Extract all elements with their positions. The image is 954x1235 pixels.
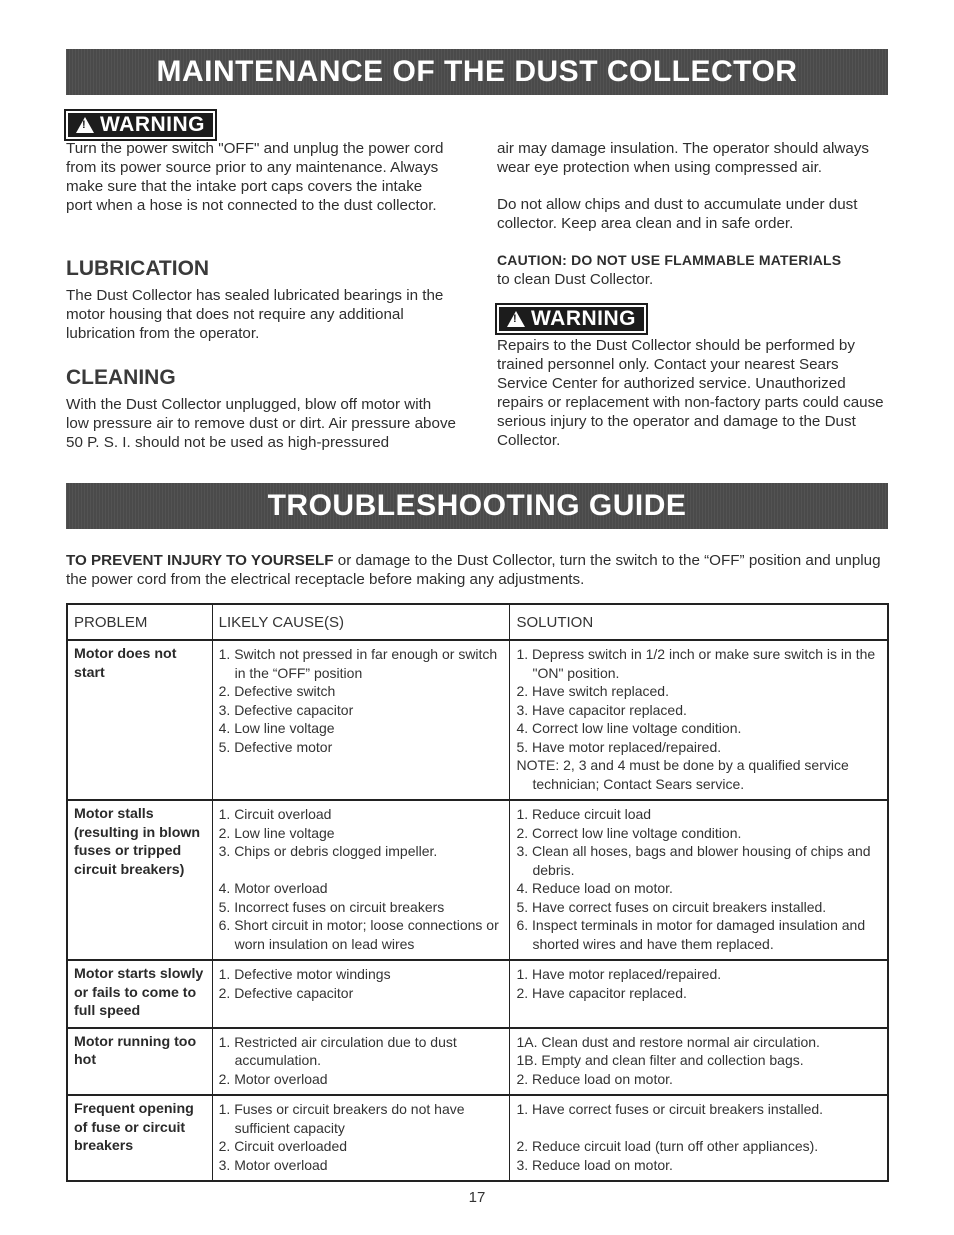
cause-item: 2. Low line voltage <box>218 824 335 841</box>
solution-header: SOLUTION <box>510 604 888 640</box>
solution-item: 2. Correct low line voltage condition. <box>516 824 742 841</box>
cause-item: 4. Motor overload <box>218 880 328 896</box>
warning-label: WARNING <box>531 307 636 330</box>
lubrication-text: The Dust Collector has sealed lubricated bearings in the motor housing that does not require any additional lubrication from the operator. <box>66 287 444 342</box>
cause-cell <box>212 640 510 800</box>
warning-text: Turn the power switch "OFF" and unplug the power cord from its power source prior to any maintenance. Always make sure that the intake port caps covers the intake port when a hose is not connected to the dust collector. <box>66 140 444 214</box>
cleaning-text: With the Dust Collector unplugged, blow off motor with low pressure air to remove dust or dirt. Air pressure above 50 P. S. I. should not be used as high-pressured <box>66 396 456 451</box>
solution-item: 3. Clean all hoses, bags and blower housing of chips and debris. <box>516 843 871 878</box>
intro-text <box>66 551 891 589</box>
cause-item: 5. Defective motor <box>218 738 333 755</box>
cause-item: 1. Defective motor windings <box>218 966 391 982</box>
caution-heading: CAUTION: DO NOT USE FLAMMABLE MATERIALS <box>497 252 842 268</box>
cause-cell <box>212 1028 510 1096</box>
problem-cell: Motor starts slowly or fails to come to full speed <box>67 960 212 1028</box>
warning-badge-2 <box>497 305 646 333</box>
warning-triangle-icon <box>507 311 525 327</box>
solution-item: 1B. Empty and clean filter and collection bags. <box>516 1052 804 1068</box>
troubleshooting-title: TROUBLESHOOTING GUIDE <box>267 489 687 522</box>
page-number: 17 <box>468 1189 486 1206</box>
troubleshooting-table <box>66 603 889 1182</box>
problem-cell: Frequent opening of fuse or circuit breakers <box>67 1095 212 1181</box>
cause-cell <box>212 800 510 960</box>
caution-note <box>497 251 892 289</box>
solution-item: NOTE: 2, 3 and 4 must be done by a qualified service technician; Contact Sears service. <box>516 757 849 792</box>
compressed-air-text: air may damage insulation. The operator should always wear eye protection when using compressed air. <box>497 140 870 176</box>
solution-item: 2. Have capacitor replaced. <box>516 984 687 1001</box>
solution-cell <box>510 960 888 1028</box>
table-header-row <box>67 604 888 640</box>
cause-item: 5. Incorrect fuses on circuit breakers <box>218 898 445 915</box>
warning-label: WARNING <box>100 113 205 136</box>
cause-item: 2. Circuit overloaded <box>218 1138 348 1154</box>
solution-item: 3. Have capacitor replaced. <box>516 701 687 718</box>
cause-item: 1. Restricted air circulation due to dust accumulation. <box>218 1033 457 1068</box>
maintenance-banner <box>66 49 888 95</box>
cause-item: 3. Defective capacitor <box>218 701 354 718</box>
intro-rest: or damage to the Dust Collector, turn the switch to the “OFF” position and unplug the power cord from the electrical receptacle before making any adjustments. <box>66 552 881 588</box>
solution-item: 2. Have switch replaced. <box>516 683 669 699</box>
warning-badge <box>66 111 215 139</box>
repairs-warning-text: Repairs to the Dust Collector should be performed by trained personnel only. Contact your nearest Sears Service Center for authorized service. Unauthorized repairs or replacement with non-factory parts could cause serious injury to the operator and damage to the Dust Collector. <box>497 337 884 449</box>
table-row <box>67 1028 888 1096</box>
solution-cell <box>510 640 888 800</box>
problem-cell: Motor stalls (resulting in blown fuses or tripped circuit breakers) <box>67 800 212 960</box>
solution-item: 1. Have correct fuses or circuit breakers installed. <box>516 1101 824 1117</box>
solution-item: 1A. Clean dust and restore normal air circulation. <box>516 1033 820 1050</box>
solution-item: 5. Have correct fuses on circuit breakers installed. <box>516 898 827 915</box>
cause-cell <box>212 1095 510 1181</box>
solution-item: 1. Have motor replaced/repaired. <box>516 966 722 982</box>
cause-item: 3. Motor overload <box>218 1156 328 1173</box>
cause-item: 1. Circuit overload <box>218 806 332 822</box>
solution-item: 1. Depress switch in 1/2 inch or make sure switch is in the "ON" position. <box>516 646 876 681</box>
problem-cell: Motor running too hot <box>67 1028 212 1096</box>
lubrication-heading: LUBRICATION <box>66 257 210 280</box>
solution-item: 3. Reduce load on motor. <box>516 1156 673 1173</box>
cleaning-heading: CLEANING <box>66 366 176 389</box>
solution-item: 2. Reduce load on motor. <box>516 1070 673 1087</box>
solution-item: 1. Reduce circuit load <box>516 806 652 822</box>
cause-item: 2. Defective switch <box>218 683 336 699</box>
keep-clean-text: Do not allow chips and dust to accumulate under dust collector. Keep area clean and in safe order. <box>497 196 858 232</box>
cause-item: 1. Fuses or circuit breakers do not have sufficient capacity <box>218 1101 465 1136</box>
table-row <box>67 800 888 960</box>
table-row <box>67 960 888 1028</box>
problem-header: PROBLEM <box>67 604 212 640</box>
table-row <box>67 1095 888 1181</box>
cause-item: 4. Low line voltage <box>218 720 335 736</box>
solution-item: 6. Inspect terminals in motor for damaged insulation and shorted wires and have them replaced. <box>516 917 866 952</box>
solution-item: 4. Reduce load on motor. <box>516 880 673 896</box>
maintenance-title: MAINTENANCE OF THE DUST COLLECTOR <box>156 55 798 88</box>
table-row <box>67 640 888 800</box>
cause-header: LIKELY CAUSE(S) <box>212 604 510 640</box>
problem-cell: Motor does not start <box>67 640 212 800</box>
solution-item: 5. Have motor replaced/repaired. <box>516 738 722 755</box>
troubleshooting-banner <box>66 483 888 529</box>
solution-cell <box>510 1028 888 1096</box>
intro-lead: TO PREVENT INJURY TO YOURSELF <box>66 552 334 569</box>
cause-item: 1. Switch not pressed in far enough or switch in the “OFF” position <box>218 646 498 681</box>
solution-cell <box>510 800 888 960</box>
cause-cell <box>212 960 510 1028</box>
cause-item: 2. Motor overload <box>218 1070 328 1087</box>
cause-item: 6. Short circuit in motor; loose connections or worn insulation on lead wires <box>218 917 499 952</box>
solution-item <box>516 1119 881 1138</box>
cause-item: 2. Defective capacitor <box>218 984 354 1001</box>
cause-item: 3. Chips or debris clogged impeller. <box>218 843 438 859</box>
caution-text: to clean Dust Collector. <box>497 271 654 288</box>
table-body <box>67 640 888 1181</box>
solution-item: 4. Correct low line voltage condition. <box>516 720 742 736</box>
solution-cell <box>510 1095 888 1181</box>
warning-triangle-icon <box>76 117 94 133</box>
cause-item <box>219 861 504 880</box>
solution-item: 2. Reduce circuit load (turn off other appliances). <box>516 1138 819 1154</box>
